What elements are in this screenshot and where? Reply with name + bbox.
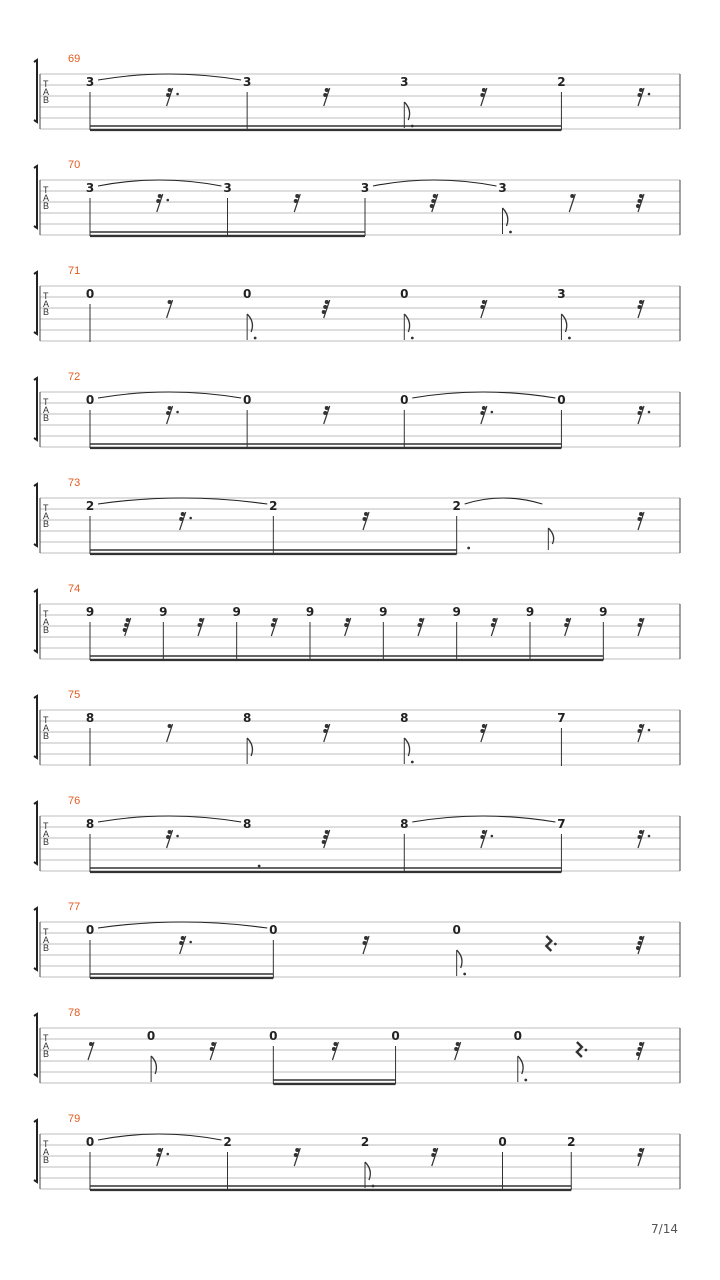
note-flag bbox=[518, 1056, 523, 1074]
fret-number: 0 bbox=[146, 1029, 156, 1043]
fret-number: 0 bbox=[400, 287, 409, 301]
fret-number: 8 bbox=[400, 711, 409, 725]
page-number: 7/14 bbox=[651, 1222, 678, 1236]
rest-flag bbox=[323, 729, 327, 733]
tie-arc bbox=[373, 180, 497, 186]
rest-flag bbox=[344, 623, 348, 627]
tab-letter: B bbox=[43, 413, 50, 423]
rest-flag bbox=[638, 1153, 642, 1157]
rest-flag bbox=[638, 941, 642, 945]
rest-flag bbox=[363, 517, 367, 521]
fret-number: 8 bbox=[85, 711, 95, 725]
bar-number: 76 bbox=[68, 795, 81, 807]
dot bbox=[463, 973, 466, 976]
rest-flag bbox=[346, 618, 350, 622]
system-bracket bbox=[34, 908, 37, 970]
dot bbox=[648, 835, 651, 838]
rest-flag bbox=[638, 1047, 642, 1051]
dot bbox=[491, 411, 494, 414]
rest-flag bbox=[295, 1148, 299, 1152]
tab-system-69 bbox=[34, 53, 680, 130]
fret-number: 7 bbox=[557, 817, 566, 831]
tab-letter: B bbox=[43, 201, 50, 211]
rest-flag bbox=[638, 411, 642, 415]
dot bbox=[254, 337, 257, 340]
note-flag bbox=[404, 314, 409, 332]
rest-flag bbox=[181, 512, 185, 516]
dot bbox=[524, 1079, 527, 1082]
system-bracket bbox=[34, 802, 37, 864]
tab-letter: B bbox=[43, 95, 50, 105]
fret-number: 0 bbox=[452, 923, 461, 937]
rest-flag bbox=[636, 1052, 640, 1056]
rest-flag bbox=[480, 411, 484, 415]
rest-flag bbox=[271, 623, 275, 627]
tab-system-70 bbox=[34, 159, 680, 236]
rest-flag bbox=[181, 936, 185, 940]
fret-number: 8 bbox=[85, 817, 95, 831]
rest-flag bbox=[480, 305, 484, 309]
rest-flag bbox=[294, 199, 298, 203]
tab-letter: B bbox=[43, 625, 50, 635]
tab-letter: T bbox=[43, 291, 49, 301]
dot bbox=[467, 547, 470, 550]
system-bracket bbox=[34, 1014, 37, 1076]
dot bbox=[491, 835, 494, 838]
fret-number: 3 bbox=[360, 181, 370, 195]
rest-flag bbox=[639, 406, 643, 410]
rest-flag bbox=[156, 1153, 160, 1157]
note-flag bbox=[151, 1056, 156, 1074]
bar-number: 74 bbox=[68, 583, 81, 595]
tab-letter: T bbox=[43, 185, 49, 195]
system-bracket bbox=[34, 378, 37, 440]
rest-flag bbox=[639, 724, 643, 728]
fret-number: 9 bbox=[85, 605, 95, 619]
fret-number: 7 bbox=[557, 711, 566, 725]
rest-flag bbox=[638, 517, 642, 521]
tab-letter: A bbox=[43, 935, 50, 945]
rest-flag bbox=[168, 724, 172, 728]
fret-number: 2 bbox=[557, 75, 566, 89]
rest-flag bbox=[323, 305, 327, 309]
note-flag bbox=[247, 738, 252, 756]
fret-number: 2 bbox=[567, 1135, 576, 1149]
fret-number: 0 bbox=[269, 923, 278, 937]
tab-letter: A bbox=[43, 87, 50, 97]
dot bbox=[648, 93, 651, 96]
system-bracket bbox=[34, 696, 37, 758]
note-flag bbox=[457, 950, 462, 968]
rest-flag bbox=[323, 835, 327, 839]
rest-flag bbox=[156, 199, 160, 203]
rest-flag bbox=[166, 411, 170, 415]
rest-flag bbox=[325, 830, 329, 834]
fret-number: 9 bbox=[599, 605, 608, 619]
note-flag bbox=[365, 1162, 370, 1180]
bar-number: 79 bbox=[68, 1113, 81, 1125]
rest-flag bbox=[492, 618, 496, 622]
rest-flag bbox=[431, 199, 435, 203]
tie-arc bbox=[98, 392, 241, 398]
rest-flag bbox=[482, 724, 486, 728]
fret-number: 0 bbox=[242, 393, 252, 407]
rest-flag bbox=[295, 194, 299, 198]
tab-letter: T bbox=[43, 715, 49, 725]
fret-number: 0 bbox=[557, 393, 566, 407]
rest-flag bbox=[482, 830, 486, 834]
fret-number: 0 bbox=[400, 393, 409, 407]
tab-letter: T bbox=[43, 1033, 49, 1043]
rest-flag bbox=[179, 517, 183, 521]
tab-letter: B bbox=[43, 837, 50, 847]
tab-letter: T bbox=[43, 79, 49, 89]
rest-flag bbox=[123, 628, 127, 632]
rest-flag bbox=[158, 1148, 162, 1152]
dot bbox=[166, 199, 169, 202]
tab-letter: A bbox=[43, 193, 50, 203]
tie-arc bbox=[412, 816, 555, 822]
bar-number: 75 bbox=[68, 689, 81, 701]
note-flag bbox=[247, 314, 252, 332]
rest-flag bbox=[168, 830, 172, 834]
dot bbox=[411, 337, 414, 340]
rest-flag bbox=[124, 623, 128, 627]
fret-number: 2 bbox=[360, 1135, 370, 1149]
rest-flag bbox=[639, 1148, 643, 1152]
rest-flag bbox=[433, 194, 437, 198]
rest-flag bbox=[454, 1047, 458, 1051]
tab-letter: A bbox=[43, 617, 50, 627]
rest-flag bbox=[456, 1042, 460, 1046]
tie-arc bbox=[98, 180, 222, 186]
fret-number: 3 bbox=[498, 181, 507, 195]
fret-number: 0 bbox=[85, 287, 95, 301]
tab-letter: A bbox=[43, 511, 50, 521]
tab-letter: A bbox=[43, 723, 50, 733]
rest-flag bbox=[89, 1042, 93, 1046]
fret-number: 0 bbox=[85, 923, 95, 937]
tab-letter: A bbox=[43, 299, 50, 309]
note-flag bbox=[404, 738, 409, 756]
rest-flag bbox=[638, 623, 642, 627]
tab-letter: T bbox=[43, 1139, 49, 1149]
fret-number: 0 bbox=[391, 1029, 400, 1043]
rest-flag bbox=[294, 1153, 298, 1157]
tab-letter: B bbox=[43, 1155, 50, 1165]
fret-number: 9 bbox=[525, 605, 535, 619]
fret-number: 0 bbox=[85, 393, 95, 407]
system-bracket bbox=[34, 484, 37, 546]
dot bbox=[176, 93, 179, 96]
tie-arc bbox=[98, 1134, 222, 1140]
rest-flag bbox=[480, 729, 484, 733]
rest-flag bbox=[325, 88, 329, 92]
dot bbox=[584, 1049, 587, 1052]
fret-number: 8 bbox=[242, 711, 252, 725]
fret-number: 0 bbox=[269, 1029, 278, 1043]
rest-flag bbox=[272, 618, 276, 622]
tie-arc bbox=[98, 816, 241, 822]
rest-flag bbox=[210, 1047, 214, 1051]
tab-letter: B bbox=[43, 307, 50, 317]
tab-system-72 bbox=[34, 371, 680, 448]
fret-number: 3 bbox=[242, 75, 252, 89]
rest-flag bbox=[363, 941, 367, 945]
fret-number: 0 bbox=[513, 1029, 522, 1043]
system-bracket bbox=[34, 60, 37, 122]
rest-flag bbox=[325, 724, 329, 728]
tab-system-73 bbox=[34, 477, 680, 554]
tab-letter: T bbox=[43, 821, 49, 831]
fret-number: 9 bbox=[232, 605, 241, 619]
fret-number: 9 bbox=[379, 605, 388, 619]
rest-flag bbox=[638, 199, 642, 203]
fret-number: 8 bbox=[242, 817, 252, 831]
dot bbox=[648, 729, 651, 732]
tab-letter: A bbox=[43, 829, 50, 839]
bar-number: 72 bbox=[68, 371, 81, 383]
fret-number: 9 bbox=[305, 605, 315, 619]
rest-flag bbox=[639, 194, 643, 198]
bar-number: 69 bbox=[68, 53, 81, 65]
tab-system-76 bbox=[34, 795, 680, 872]
dot bbox=[176, 411, 179, 414]
fret-number: 2 bbox=[452, 499, 461, 513]
fret-number: 2 bbox=[269, 499, 278, 513]
rest-flag bbox=[126, 618, 130, 622]
rest-flag bbox=[433, 1148, 437, 1152]
note-flag bbox=[561, 314, 566, 332]
rest-flag bbox=[418, 623, 422, 627]
system-bracket bbox=[34, 166, 37, 228]
dot bbox=[648, 411, 651, 414]
rest-flag bbox=[325, 406, 329, 410]
rest-flag bbox=[364, 936, 368, 940]
tab-letter: A bbox=[43, 1041, 50, 1051]
tie-arc bbox=[98, 74, 241, 80]
bar-number: 71 bbox=[68, 265, 81, 277]
rest-flag bbox=[364, 512, 368, 516]
rest-flag bbox=[480, 835, 484, 839]
bar-number: 77 bbox=[68, 901, 81, 913]
rest-flag bbox=[179, 941, 183, 945]
tab-system-79 bbox=[34, 1113, 680, 1190]
fret-number: 3 bbox=[85, 75, 95, 89]
rest-flag bbox=[322, 840, 326, 844]
dot bbox=[166, 1153, 169, 1156]
tab-letter: B bbox=[43, 519, 50, 529]
fret-number: 2 bbox=[85, 499, 95, 513]
rest-flag bbox=[198, 623, 202, 627]
rest-flag bbox=[166, 835, 170, 839]
fret-number: 0 bbox=[498, 1135, 507, 1149]
rest-flag bbox=[564, 623, 568, 627]
bar-number: 78 bbox=[68, 1007, 81, 1019]
rest-flag bbox=[566, 618, 570, 622]
bar-number: 73 bbox=[68, 477, 81, 489]
fret-number: 2 bbox=[223, 1135, 232, 1149]
dot bbox=[258, 865, 261, 868]
tie-arc bbox=[412, 392, 555, 398]
fret-number: 9 bbox=[159, 605, 168, 619]
rest-flag bbox=[158, 194, 162, 198]
dot bbox=[411, 761, 414, 764]
rest-flag bbox=[323, 411, 327, 415]
fret-number: 0 bbox=[85, 1135, 95, 1149]
fret-number: 3 bbox=[400, 75, 409, 89]
dot bbox=[554, 943, 557, 946]
fret-number: 3 bbox=[557, 287, 566, 301]
dot bbox=[189, 517, 192, 520]
rest-flag bbox=[639, 1042, 643, 1046]
tab-letter: A bbox=[43, 405, 50, 415]
tab-system-71 bbox=[34, 265, 680, 342]
rest-flag bbox=[639, 300, 643, 304]
rest-flag bbox=[482, 300, 486, 304]
rest-flag bbox=[322, 310, 326, 314]
rest-flag bbox=[419, 618, 423, 622]
rest-flag bbox=[639, 618, 643, 622]
system-bracket bbox=[34, 590, 37, 652]
dot bbox=[189, 941, 192, 944]
rest-flag bbox=[430, 204, 434, 208]
rest-flag bbox=[638, 93, 642, 97]
rest-flag bbox=[639, 512, 643, 516]
rest-flag bbox=[639, 936, 643, 940]
tab-letter: B bbox=[43, 731, 50, 741]
note-flag bbox=[404, 102, 409, 120]
dot bbox=[176, 835, 179, 838]
tab-letter: T bbox=[43, 609, 49, 619]
tab-system-78 bbox=[34, 1007, 680, 1084]
rest-flag bbox=[638, 729, 642, 733]
fret-number: 0 bbox=[242, 287, 252, 301]
rest-flag bbox=[333, 1042, 337, 1046]
rest-flag bbox=[636, 204, 640, 208]
dot bbox=[568, 337, 571, 340]
rest-flag bbox=[325, 300, 329, 304]
tab-system-74 bbox=[34, 583, 680, 660]
bar-number: 70 bbox=[68, 159, 81, 171]
rest-flag bbox=[199, 618, 203, 622]
tab-system-77 bbox=[34, 901, 680, 978]
tab-system-75 bbox=[34, 689, 680, 766]
rest-flag bbox=[211, 1042, 215, 1046]
note-flag bbox=[503, 208, 508, 226]
tie-arc bbox=[465, 498, 543, 504]
tab-letter: T bbox=[43, 397, 49, 407]
rest-flag bbox=[168, 406, 172, 410]
tab-letter: A bbox=[43, 1147, 50, 1157]
rest-flag bbox=[638, 835, 642, 839]
tab-letter: T bbox=[43, 503, 49, 513]
dot bbox=[509, 231, 512, 234]
tie-arc bbox=[98, 498, 267, 504]
tab-letter: T bbox=[43, 927, 49, 937]
rest-flag bbox=[491, 623, 495, 627]
rest-flag bbox=[570, 194, 574, 198]
rest-flag bbox=[482, 88, 486, 92]
rest-flag bbox=[480, 93, 484, 97]
fret-number: 9 bbox=[452, 605, 461, 619]
fret-number: 3 bbox=[223, 181, 232, 195]
rest-flag bbox=[166, 93, 170, 97]
rest-flag bbox=[168, 88, 172, 92]
rest-flag bbox=[332, 1047, 336, 1051]
rest-flag bbox=[636, 946, 640, 950]
system-bracket bbox=[34, 1120, 37, 1182]
fret-number: 3 bbox=[85, 181, 95, 195]
tab-letter: B bbox=[43, 943, 50, 953]
system-bracket bbox=[34, 272, 37, 334]
rest-flag bbox=[482, 406, 486, 410]
rest-flag bbox=[323, 93, 327, 97]
tie-arc bbox=[98, 922, 267, 928]
fret-number: 8 bbox=[400, 817, 409, 831]
rest-flag bbox=[638, 305, 642, 309]
rest-flag bbox=[431, 1153, 435, 1157]
tab-letter: B bbox=[43, 1049, 50, 1059]
rest-flag bbox=[639, 830, 643, 834]
rest-flag bbox=[639, 88, 643, 92]
rest-flag bbox=[168, 300, 172, 304]
